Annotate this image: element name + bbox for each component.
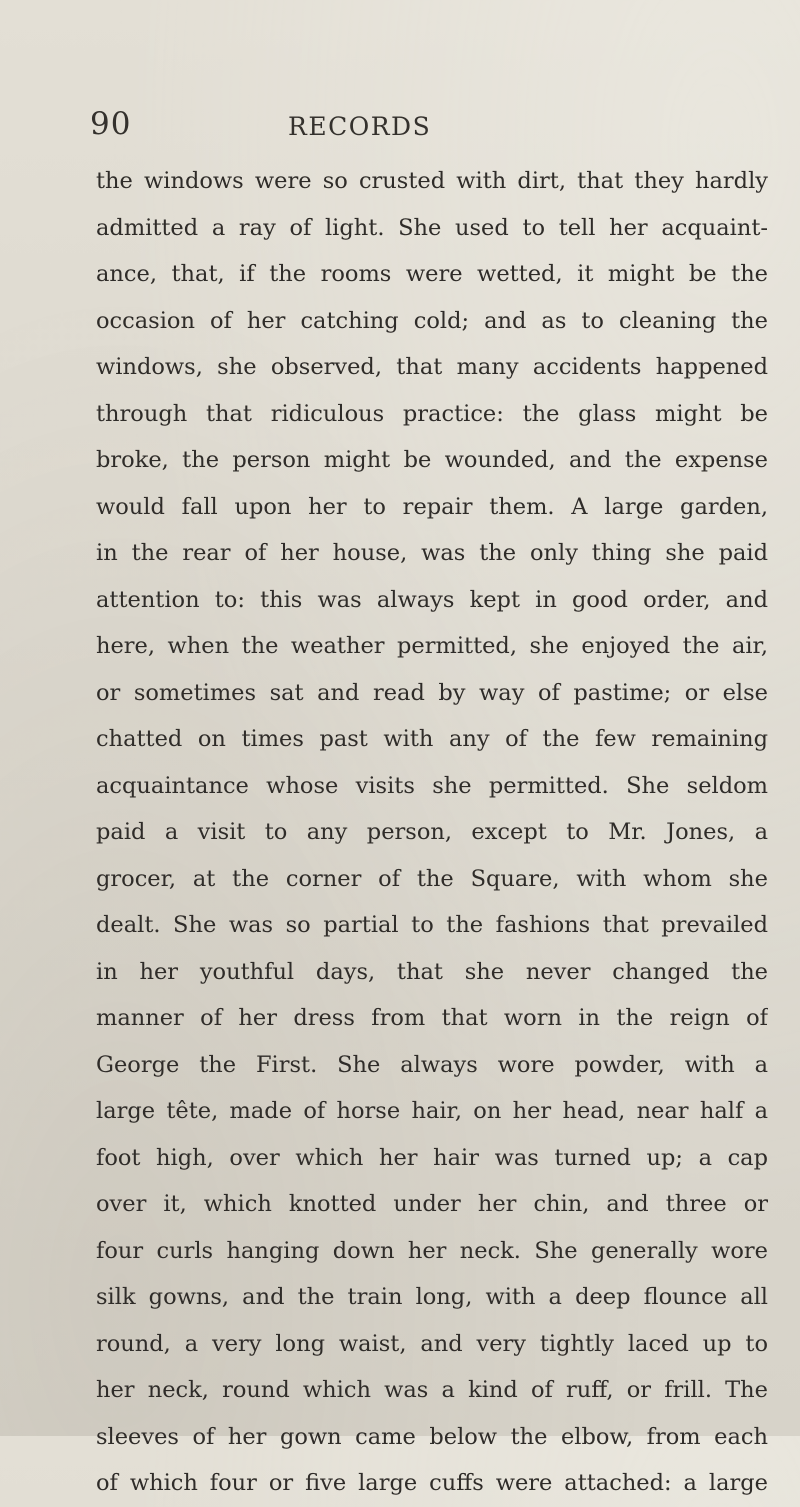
running-title: RECORDS	[288, 112, 432, 141]
text-line: or sometimes sat and read by way of pastime; or else	[96, 679, 768, 706]
text-line: in the rear of her house, was the only thing she paid	[96, 540, 768, 566]
text-line: here, when the weather permitted, she enjoyed the air,	[96, 633, 768, 659]
text-line: grocer, at the corner of the Square, with whom she	[96, 865, 768, 892]
text-line: over it, which knotted under her chin, and three or	[96, 1191, 768, 1217]
text-line: the windows were so crusted with dirt, that they hardly	[96, 168, 768, 194]
body-text	[96, 158, 768, 1507]
text-line: dealt. She was so partial to the fashions that prevailed	[96, 912, 768, 938]
text-line: George the First. She always wore powder, with a	[96, 1051, 768, 1078]
text-line: attention to: this was always kept in good order, and	[96, 586, 768, 613]
text-line: ance, that, if the rooms were wetted, it might be the	[96, 261, 768, 287]
text-line: large tête, made of horse hair, on her head, near half a	[96, 1098, 768, 1124]
text-line: through that ridiculous practice: the glass might be	[96, 400, 768, 427]
text-line: admitted a ray of light. She used to tell her acquaint-	[96, 214, 768, 241]
text-line: sleeves of her gown came below the elbow, from each	[96, 1423, 768, 1450]
running-head	[90, 106, 470, 146]
text-line: four curls hanging down her neck. She generally wore	[96, 1237, 768, 1264]
text-line: manner of her dress from that worn in the reign of	[96, 1005, 768, 1031]
text-line: paid a visit to any person, except to Mr. Jones, a	[96, 819, 768, 845]
text-line: round, a very long waist, and very tightly laced up to	[96, 1330, 768, 1357]
text-line: would fall upon her to repair them. A large garden,	[96, 493, 768, 520]
text-line: her neck, round which was a kind of ruff, or frill. The	[96, 1377, 768, 1403]
text-line: chatted on times past with any of the few remaining	[96, 726, 768, 752]
text-line: acquaintance whose visits she permitted. She seldom	[96, 772, 768, 799]
text-line: broke, the person might be wounded, and the expense	[96, 447, 768, 473]
text-line: occasion of her catching cold; and as to cleaning the	[96, 307, 768, 334]
text-line: of which four or five large cuffs were attached: a large	[96, 1470, 768, 1496]
text-line: in her youthful days, that she never changed the	[96, 958, 768, 985]
text-line: windows, she observed, that many accidents happened	[96, 354, 768, 380]
text-line: foot high, over which her hair was turned up; a cap	[96, 1144, 768, 1171]
text-line: silk gowns, and the train long, with a deep flounce all	[96, 1284, 768, 1310]
page-number: 90	[90, 106, 132, 142]
